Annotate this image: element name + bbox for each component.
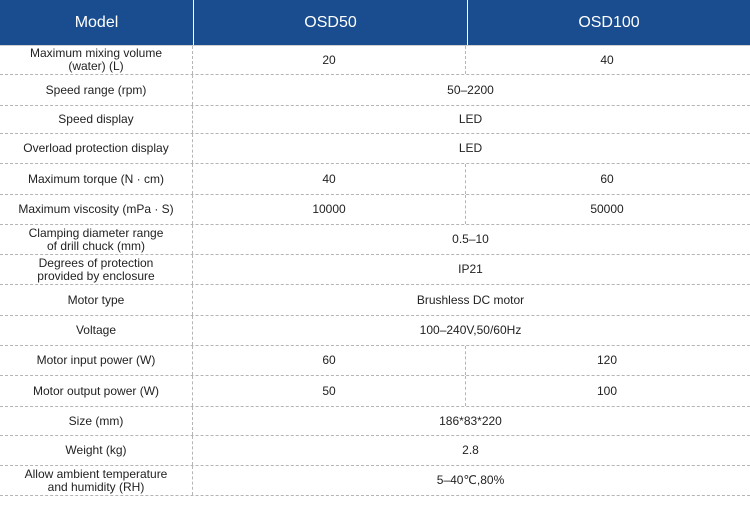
table-row — [0, 255, 750, 285]
row-value-shared: LED — [458, 112, 483, 126]
table-row — [0, 436, 750, 466]
row-value-shared: 5–40℃,80% — [436, 473, 505, 487]
row-label: Voltage — [0, 316, 193, 345]
row-value-osd100: 100 — [596, 383, 618, 398]
row-value-shared: LED — [458, 141, 483, 155]
row-label: Allow ambient temperature and humidity (RH) — [0, 466, 193, 495]
table-row — [0, 407, 750, 436]
row-label: Motor output power (W) — [0, 376, 193, 406]
row-value-shared: 2.8 — [462, 443, 479, 457]
table-row — [0, 466, 750, 496]
table-row — [0, 316, 750, 346]
table-row — [0, 134, 750, 164]
row-label: Motor type — [0, 285, 193, 315]
table-row — [0, 75, 750, 106]
row-value-osd50: 20 — [193, 46, 466, 74]
row-label: Weight (kg) — [0, 436, 193, 465]
header-model: Model — [0, 0, 194, 45]
table-row — [0, 106, 750, 134]
row-value-osd100: 50000 — [590, 202, 624, 216]
table-row — [0, 164, 750, 195]
row-label: Size (mm) — [0, 407, 193, 435]
row-value-osd50: 40 — [193, 164, 466, 194]
row-label: Degrees of protection provided by enclosure — [0, 255, 193, 284]
row-label: Clamping diameter range of drill chuck (mm) — [0, 225, 193, 254]
row-label: Motor input power (W) — [0, 346, 193, 375]
table-row — [0, 195, 750, 225]
header-osd100: OSD100 — [578, 13, 640, 31]
row-value-shared: Brushless DC motor — [416, 292, 525, 307]
row-value-shared: 100–240V,50/60Hz — [419, 323, 522, 337]
row-value-osd100: 60 — [600, 171, 614, 186]
row-value-osd50: 10000 — [193, 195, 466, 224]
table-row — [0, 45, 750, 75]
row-label: Speed range (rpm) — [0, 75, 193, 105]
table-row — [0, 376, 750, 407]
row-value-osd100: 120 — [596, 353, 618, 367]
table-row — [0, 285, 750, 316]
row-label: Overload protection display — [0, 134, 193, 163]
row-label: Maximum mixing volume (water) (L) — [0, 46, 193, 74]
row-value-osd50: 60 — [193, 346, 466, 375]
row-value-shared: 50–2200 — [447, 82, 494, 97]
row-value-shared: IP21 — [458, 262, 483, 276]
table-header — [0, 0, 750, 45]
row-label: Maximum torque (N · cm) — [0, 164, 193, 194]
row-label: Maximum viscosity (mPa · S) — [0, 195, 193, 224]
table-row — [0, 346, 750, 376]
row-value-shared: 186*83*220 — [439, 413, 502, 428]
row-value-osd50: 50 — [193, 376, 466, 406]
row-value-shared: 0.5–10 — [452, 232, 489, 246]
header-osd50: OSD50 — [194, 0, 468, 45]
table-row — [0, 225, 750, 255]
row-label: Speed display — [0, 106, 193, 133]
row-value-osd100: 40 — [600, 52, 614, 67]
table-body — [0, 45, 750, 496]
